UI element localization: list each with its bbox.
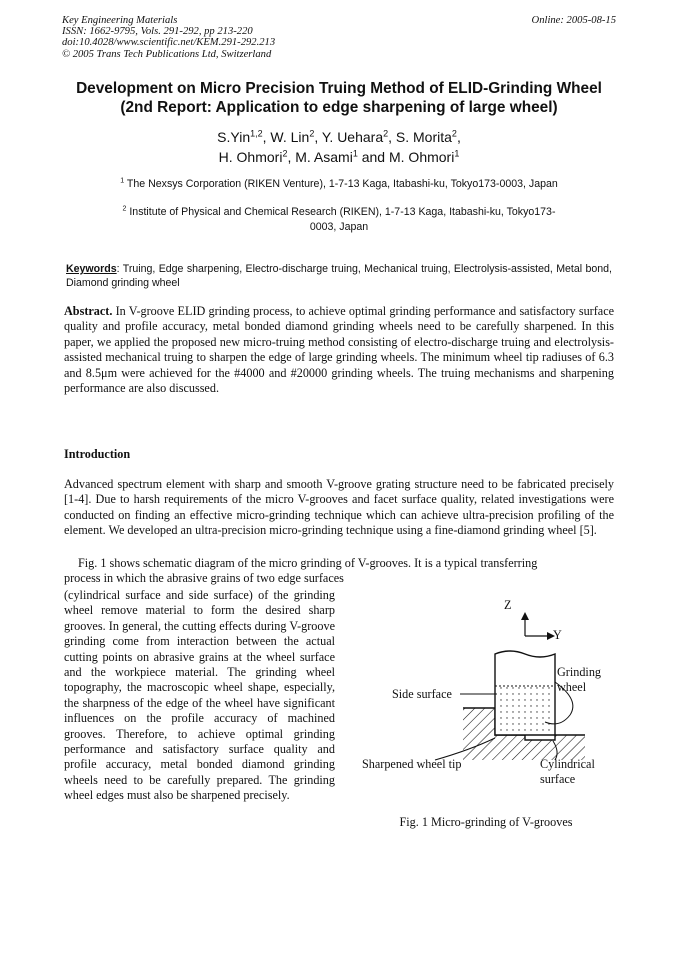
journal-header	[62, 15, 616, 60]
author-line-1: S.Yin$^{1,2}$, W. Lin$^2$, Y. Uehara$^2$, S. Morita$^2$,	[217, 128, 461, 145]
author-sup: 1	[454, 147, 460, 158]
axes-icon	[521, 612, 555, 640]
intro-paragraph-2-line: Fig. 1 shows schematic diagram of the micro grinding of V-grooves. It is a typical transferring	[78, 556, 538, 570]
title-line-1: Development on Micro Precision Truing Method of ELID-Grinding Wheel	[76, 80, 602, 97]
author-name: M. Ohmori	[388, 148, 455, 165]
label-grinding: Grinding	[557, 665, 602, 679]
author-name: W. Lin	[270, 129, 310, 145]
affiliation-2	[110, 205, 568, 235]
affiliation-text: Institute of Physical and Chemical Research (RIKEN), 1-7-13 Kaga, Itabashi-ku, Tokyo173-0003, Japan	[129, 206, 556, 233]
author-name: M. Asami	[295, 148, 353, 165]
journal-doi: doi:10.4028/www.scientific.net/KEM.291-292.213	[62, 37, 276, 49]
author-name: S.Yin	[217, 129, 251, 145]
affiliation-number: 1	[120, 177, 125, 185]
keywords-block: Keywords: Truing, Edge sharpening, Electro-discharge truing, Mechanical truing, Electrolysis-assisted, Metal bond, Diamond grinding wheel	[66, 263, 612, 289]
figure-1-diagram	[355, 590, 615, 795]
label-wheel: wheel	[557, 680, 587, 694]
author-line-2: H. Ohmori$^2$, M. Asami$^1$ and M. Ohmori$^1$	[218, 147, 460, 165]
label-cylindrical: Cylindrical	[540, 757, 595, 771]
intro-paragraph-2	[64, 556, 614, 587]
intro-paragraph-2-last-line: process in which the abrasive grains of two edge surfaces	[64, 571, 344, 586]
label-side-surface: Side surface	[392, 687, 452, 701]
affiliation-1	[40, 178, 638, 190]
author-sup: 2	[282, 147, 288, 158]
abstract-block	[64, 304, 614, 396]
title-line-2: (2nd Report: Application to edge sharpening of large wheel)	[120, 99, 558, 117]
abstract-label: Abstract.	[64, 304, 113, 318]
axis-y-label: Y	[553, 628, 562, 642]
author-sup: 1,2	[250, 128, 263, 139]
figure-1	[355, 590, 615, 795]
intro-paragraph-1: Advanced spectrum element with sharp and smooth V-groove grating structure need to be fabricated precisely [1-4]. Due to harsh requirements of the micro V-grooves and facet surface quality, related investigations were conducted on finding an effective micro-grinding technique which can achieve ultra-precision profiling of the element. We developed an ultra-precision micro-grinding technique using a fine-diamond grinding wheel [5].	[64, 477, 614, 538]
label-surface: surface	[540, 772, 576, 786]
keywords-text: Truing, Edge sharpening, Electro-discharge truing, Mechanical truing, Electrolysis-assisted, Metal bond, Diamond grinding wheel	[66, 263, 612, 289]
journal-copyright: © 2005 Trans Tech Publications Ltd, Switzerland	[62, 48, 272, 60]
author-name: Y. Uehara	[321, 129, 384, 145]
label-sharpened-wheel-tip: Sharpened wheel tip	[362, 757, 462, 771]
affiliation-text: The Nexsys Corporation (RIKEN Venture), 1-7-13 Kaga, Itabashi-ku, Tokyo173-0003, Japan	[126, 178, 558, 190]
online-date: Online: 2005-08-15	[531, 15, 616, 26]
axis-z-label: Z	[504, 598, 512, 612]
author-sup: 2	[383, 128, 389, 139]
paper-title	[40, 79, 638, 118]
author-sup: 2	[451, 128, 457, 139]
affiliation-number: 2	[122, 205, 127, 213]
keywords-label: Keywords	[66, 263, 117, 275]
abstract-text: In V-groove ELID grinding process, to achieve optimal grinding performance and satisfactory surface quality and profile accuracy, metal bonded diamond grinding wheels need to be carefully sharpened. In this paper, we applied the proposed new micro-truing method consisting of electro-discharge truing and electrolysis-assisted mechanical truing to sharpen the edge of large grinding wheels. The minimum wheel tip radiuses of 6.3 and 8.5μm were achieved for the #4000 and #20000 grinding wheels. The truing mechanisms and sharpening performance are also discussed.	[64, 304, 615, 396]
figure-1-caption: Fig. 1 Micro-grinding of V-grooves	[399, 815, 573, 829]
author-sup: 2	[309, 128, 315, 139]
journal-name: Key Engineering Materials	[62, 15, 178, 26]
intro-paragraph-3: (cylindrical surface and side surface) of the grinding wheel remove material to form the desired sharp grooves. In general, the cutting effects during V-groove grinding come from interaction between the actual cutting points on abrasive grains at the wheel surface and the workpiece material. The grinding wheel topography, the macroscopic wheel shape, especially, the sharpness of the edge of the wheel have significant influences on the profile accuracy of machined grooves. Therefore, to achieve optimal grinding performance and satisfactory surface quality and profile accuracy, metal bonded diamond grinding wheels need to be carefully prepared. The grinding wheel edges must also be sharpened precisely.	[64, 588, 335, 803]
author-sup: 1	[352, 147, 358, 158]
author-name: S. Morita	[395, 129, 452, 145]
author-list	[40, 128, 638, 167]
journal-issn: ISSN: 1662-9795, Vols. 291-292, pp 213-220	[62, 26, 253, 38]
author-name: H. Ohmori	[218, 148, 283, 165]
section-heading-introduction: Introduction	[64, 447, 131, 461]
